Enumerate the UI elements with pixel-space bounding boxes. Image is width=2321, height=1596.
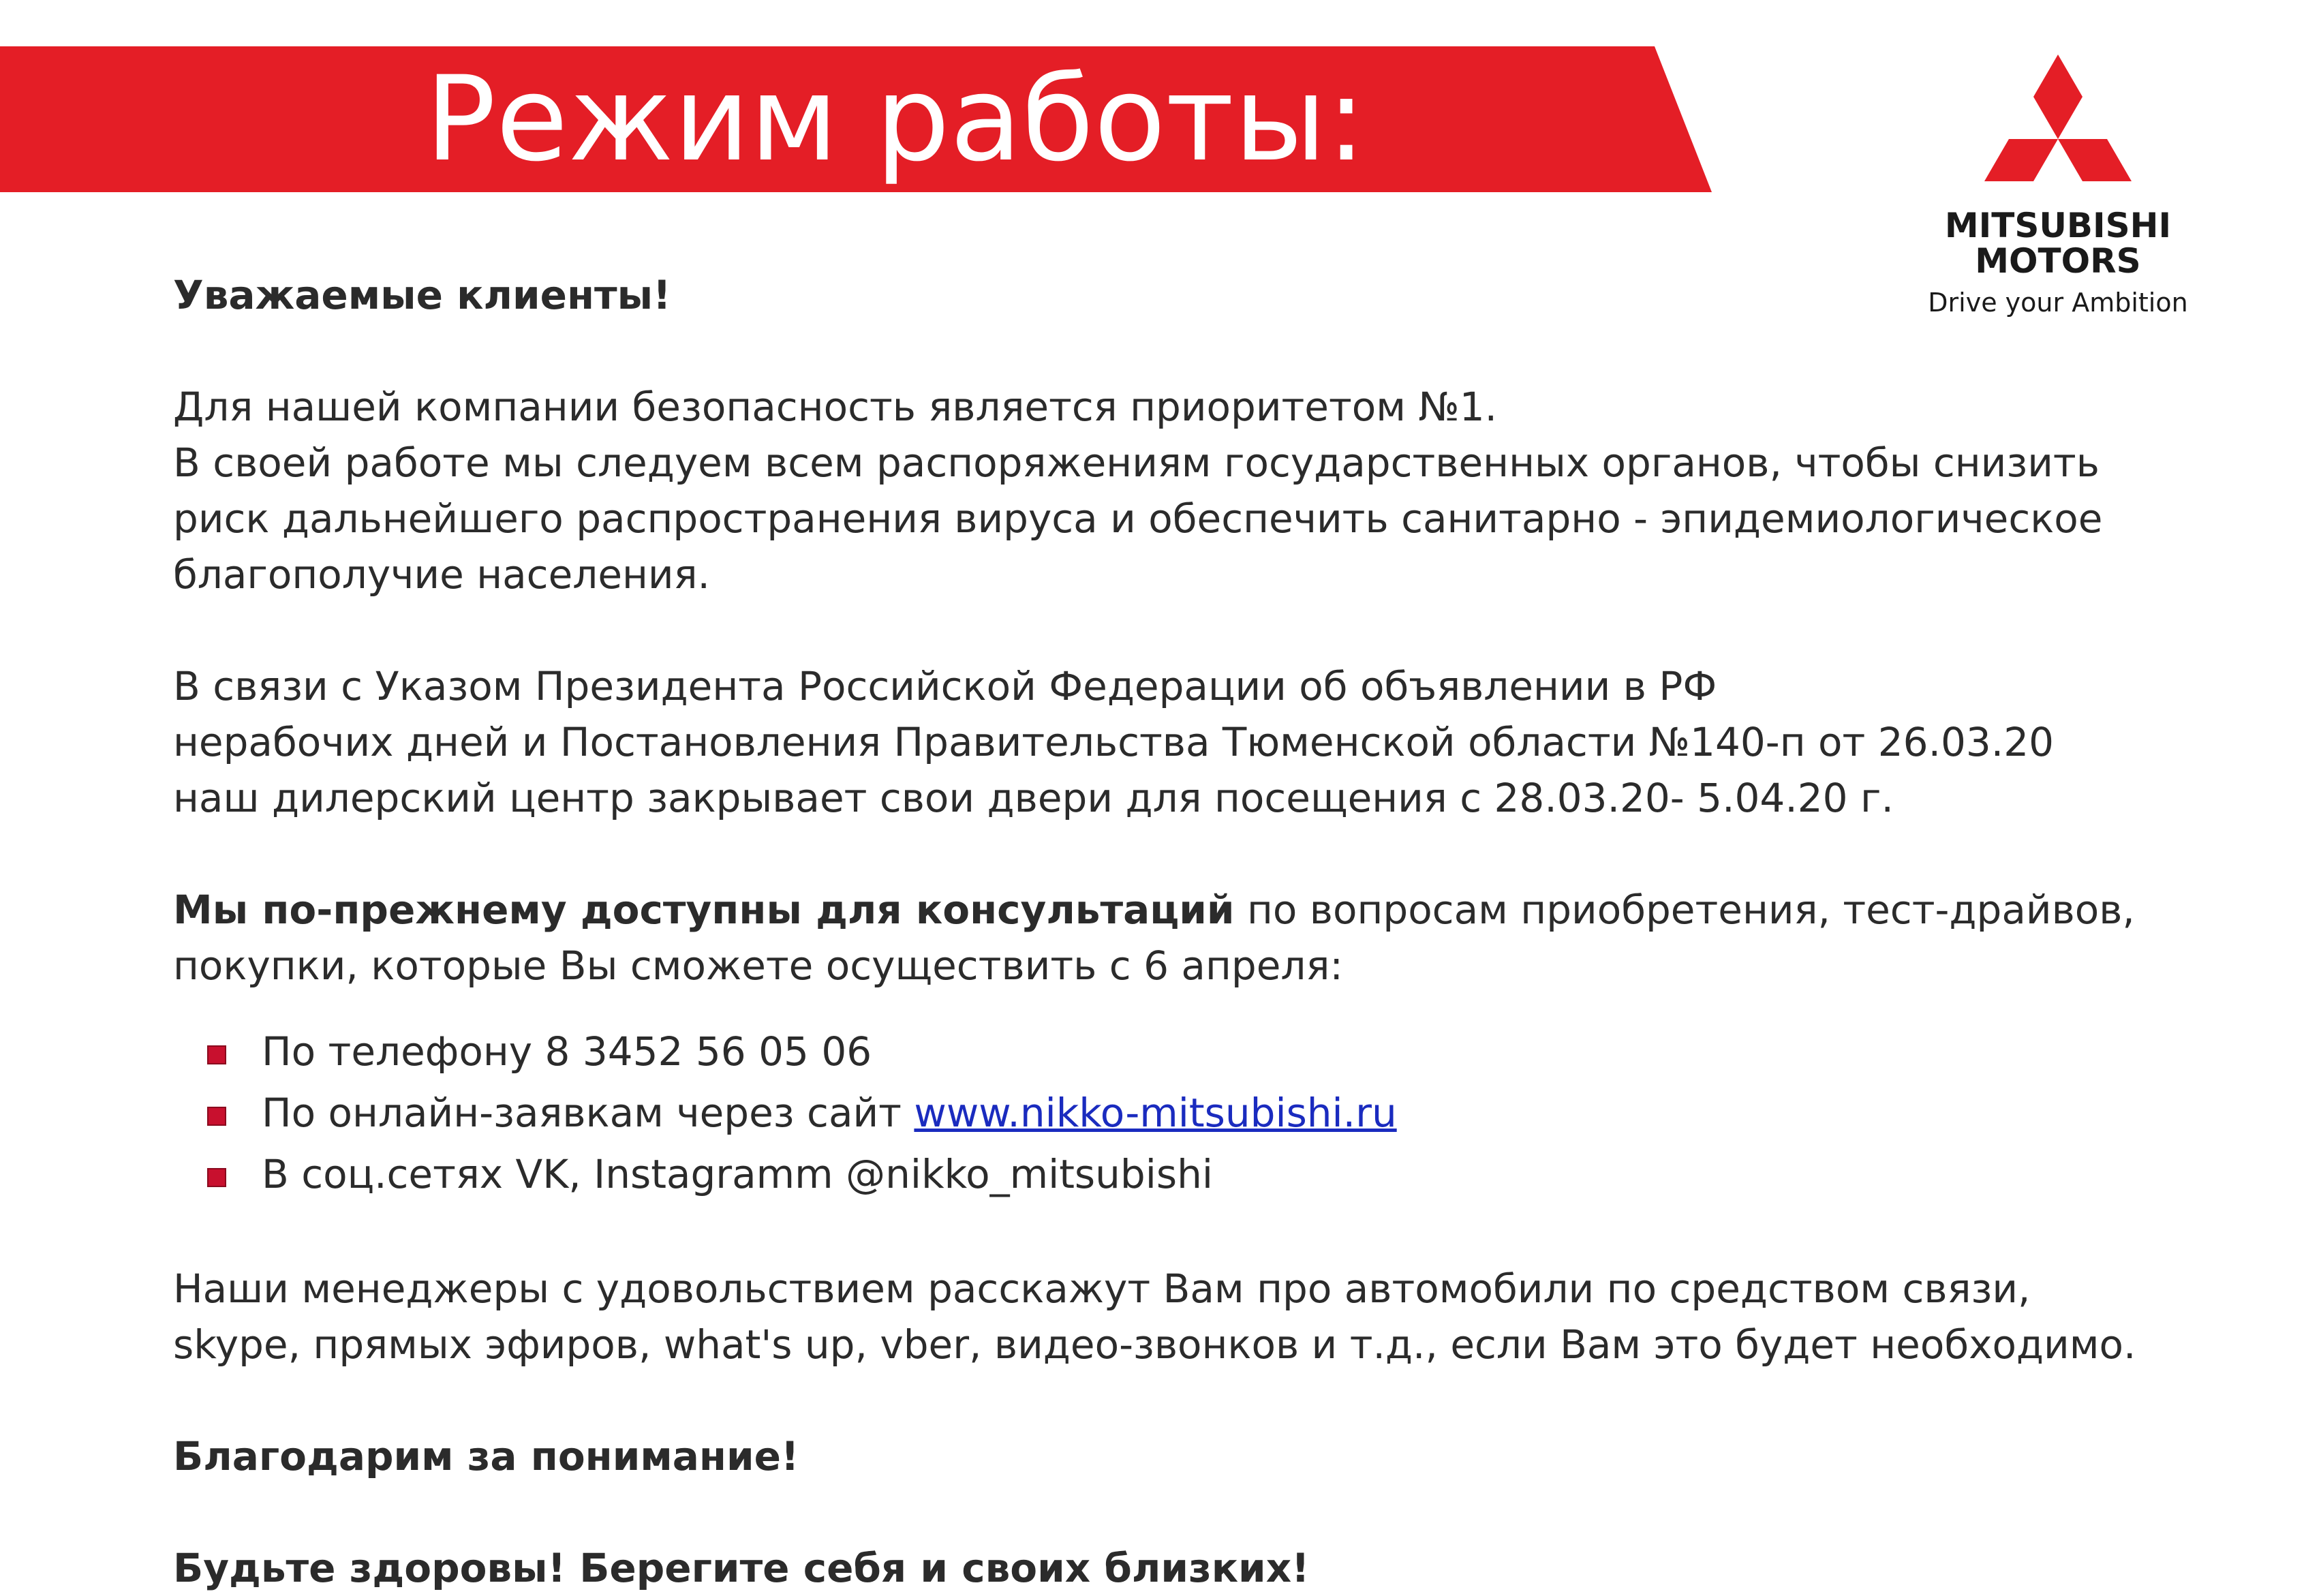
- para1-line1: Для нашей компании безопасность является приоритетом №1.: [173, 384, 1498, 430]
- para2-line2: нерабочих дней и Постановления Правительства Тюменской области №140-п от 26.03.20: [173, 719, 2055, 765]
- para4-line1: Наши менеджеры с удовольствием расскажут Вам про автомобили по средством связи,: [173, 1265, 2031, 1312]
- thanks: Благодарим за понимание!: [173, 1433, 799, 1479]
- spacer: [173, 323, 2313, 379]
- spacer: [173, 1372, 2313, 1428]
- spacer: [173, 826, 2313, 882]
- website-link[interactable]: www.nikko-mitsubishi.ru: [914, 1090, 1397, 1136]
- title-banner: [0, 46, 1712, 192]
- spacer: [173, 602, 2313, 658]
- logo-brand-line1: MITSUBISHI: [1944, 206, 2172, 245]
- para1-line4: благополучие населения.: [173, 551, 710, 598]
- spacer: [173, 1484, 2313, 1540]
- phone-contact: По телефону 8 3452 56 05 06: [262, 1028, 872, 1075]
- square-bullet-icon: [207, 1107, 226, 1126]
- para3-line1: [173, 882, 2313, 938]
- spacer-small: [173, 994, 2313, 1021]
- para1-line2: В своей работе мы следуем всем распоряжениям государственных органов, чтобы снизить: [173, 440, 2100, 486]
- para4-line2: skype, прямых эфиров, what's up, vber, видео-звонков и т.д., если Вам это будет необходимо.: [173, 1321, 2136, 1368]
- square-bullet-icon: [207, 1168, 226, 1187]
- online-contact-prefix: По онлайн-заявкам через сайт: [262, 1090, 914, 1136]
- square-bullet-icon: [207, 1045, 226, 1064]
- para2-line3: наш дилерский центр закрывает свои двери для посещения с 28.03.20- 5.04.20 г.: [173, 775, 1894, 821]
- three-diamonds-icon: [1958, 55, 2157, 199]
- list-item: [173, 1144, 2313, 1205]
- greeting: Уважаемые клиенты!: [173, 272, 671, 318]
- para3-rest: по вопросам приобретения, тест-драйвов,: [1234, 887, 2135, 933]
- contact-list: [173, 1021, 2313, 1205]
- logo-brand-line2: MOTORS: [1975, 241, 2141, 281]
- social-contact: В соц.сетях VK, Instagramm @nikko_mitsubishi: [262, 1151, 1213, 1197]
- logo-tagline: Drive your Ambition: [1928, 288, 2188, 318]
- page-title: Режим работы:: [425, 50, 1366, 187]
- spacer: [173, 1205, 2313, 1261]
- para3-bold: Мы по-прежнему доступны для консультаций: [173, 887, 1235, 933]
- para3-line2: покупки, которые Вы сможете осуществить с 6 апреля:: [173, 942, 1343, 989]
- farewell: Будьте здоровы! Берегите себя и своих близких!: [173, 1545, 1310, 1591]
- list-item: [173, 1082, 2313, 1144]
- para1-line3: риск дальнейшего распространения вируса и обеспечить санитарно - эпидемиологическое: [173, 495, 2103, 542]
- para2-line1: В связи с Указом Президента Российской Федерации об объявлении в РФ: [173, 663, 1717, 709]
- notice-body: [173, 267, 2313, 1596]
- list-item: [173, 1021, 2313, 1082]
